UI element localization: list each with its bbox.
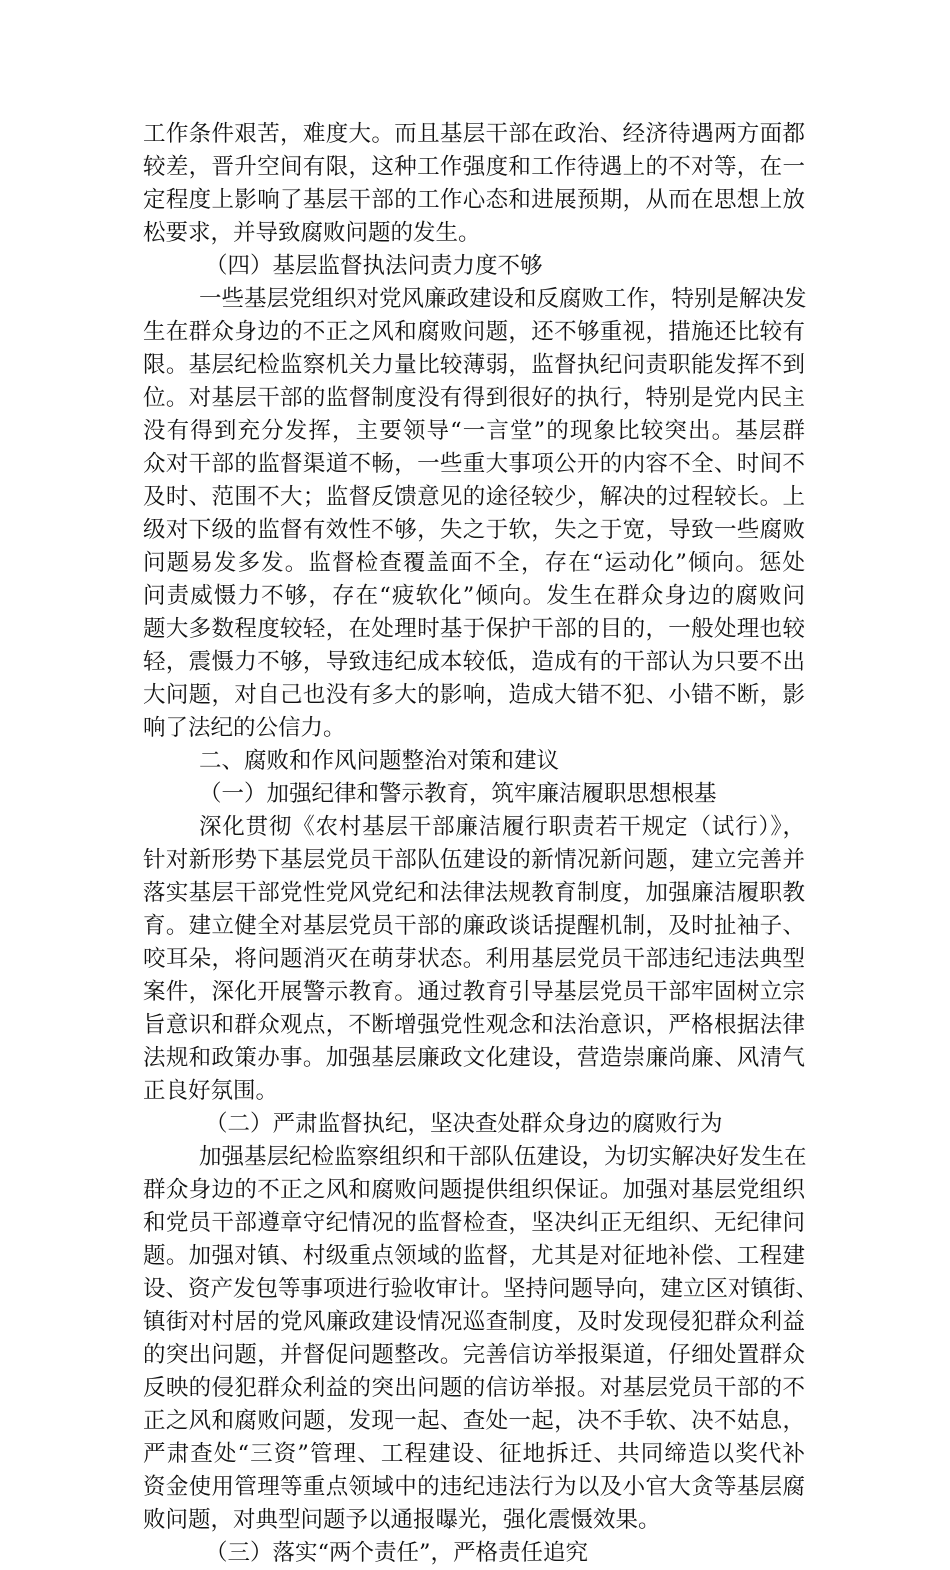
text-line: 反映的侵犯群众利益的突出问题的信访举报。对基层党员干部的不 (143, 1375, 805, 1401)
text-line: 严肃查处“三资”管理、工程建设、征地拆迁、共同缔造以奖代补 (143, 1441, 805, 1467)
text-line: 咬耳朵，将问题消灭在萌芽状态。利用基层党员干部违纪违法典型 (143, 946, 805, 972)
text-line: 落实基层干部党性党风党纪和法律法规教育制度，加强廉洁履职教 (143, 880, 805, 906)
text-line: 群众身边的不正之风和腐败问题提供组织保证。加强对基层党组织 (143, 1177, 805, 1203)
text-line: （一）加强纪律和警示教育，筑牢廉洁履职思想根基 (199, 781, 717, 807)
text-line: 位。对基层干部的监督制度没有得到很好的执行，特别是党内民主 (143, 385, 805, 411)
text-line: 设、资产发包等事项进行验收审计。坚持问题导向，建立区对镇街、 (143, 1276, 819, 1302)
text-line: 及时、范围不大；监督反馈意见的途径较少，解决的过程较长。上 (143, 484, 805, 510)
text-line: 题。加强对镇、村级重点领域的监督，尤其是对征地补偿、工程建 (143, 1243, 805, 1269)
text-line: 正之风和腐败问题，发现一起、查处一起，决不手软、决不姑息， (143, 1408, 805, 1434)
text-line: （三）落实“两个责任”，严格责任追究 (205, 1540, 589, 1566)
text-line: 定程度上影响了基层干部的工作心态和进展预期，从而在思想上放 (143, 187, 805, 213)
text-line: 工作条件艰苦，难度大。而且基层干部在政治、经济待遇两方面都 (143, 121, 805, 147)
text-line: 法规和政策办事。加强基层廉政文化建设，营造崇廉尚廉、风清气 (143, 1045, 805, 1071)
text-line: 大问题，对自己也没有多大的影响，造成大错不犯、小错不断，影 (143, 682, 805, 708)
text-line: 题大多数程度较轻，在处理时基于保护干部的目的，一般处理也较 (143, 616, 805, 642)
text-line: （二）严肃监督执纪，坚决查处群众身边的腐败行为 (205, 1111, 723, 1137)
text-line: 限。基层纪检监察机关力量比较薄弱，监督执纪问责职能发挥不到 (143, 352, 805, 378)
text-line: 众对干部的监督渠道不畅，一些重大事项公开的内容不全、时间不 (143, 451, 805, 477)
text-line: 案件，深化开展警示教育。通过教育引导基层党员干部牢固树立宗 (143, 979, 805, 1005)
text-line: 轻，震慑力不够，导致违纪成本较低，造成有的干部认为只要不出 (143, 649, 805, 675)
text-line: 深化贯彻《农村基层干部廉洁履行职责若干规定（试行）》， (199, 814, 805, 840)
text-line: 旨意识和群众观点，不断增强党性观念和法治意识，严格根据法律 (143, 1012, 805, 1038)
text-line: 生在群众身边的不正之风和腐败问题，还不够重视，措施还比较有 (143, 319, 805, 345)
text-line: 问责威慑力不够，存在“疲软化”倾向。发生在群众身边的腐败问 (143, 583, 805, 609)
text-line: 没有得到充分发挥，主要领导“一言堂”的现象比较突出。基层群 (143, 418, 805, 444)
text-line: 败问题，对典型问题予以通报曝光，强化震慑效果。 (143, 1507, 661, 1533)
text-line: 响了法纪的公信力。 (143, 715, 346, 741)
text-line: 正良好氛围。 (143, 1078, 279, 1104)
text-line: 针对新形势下基层党员干部队伍建设的新情况新问题，建立完善并 (143, 847, 805, 873)
text-line: 镇街对村居的党风廉政建设情况巡查制度，及时发现侵犯群众利益 (143, 1309, 805, 1335)
text-line: 问题易发多发。监督检查覆盖面不全，存在“运动化”倾向。惩处 (143, 550, 805, 576)
document-page (143, 118, 819, 1570)
text-line: 加强基层纪检监察组织和干部队伍建设，为切实解决好发生在 (199, 1144, 807, 1170)
text-line: 资金使用管理等重点领域中的违纪违法行为以及小官大贪等基层腐 (143, 1474, 805, 1500)
text-line: 的突出问题，并督促问题整改。完善信访举报渠道，仔细处置群众 (143, 1342, 805, 1368)
text-line: 松要求，并导致腐败问题的发生。 (143, 220, 481, 246)
text-line: 和党员干部遵章守纪情况的监督检查，坚决纠正无组织、无纪律问 (143, 1210, 805, 1236)
text-line: （四）基层监督执法问责力度不够 (205, 253, 543, 279)
text-line: 较差，晋升空间有限，这种工作强度和工作待遇上的不对等，在一 (143, 154, 805, 180)
text-line: 育。建立健全对基层党员干部的廉政谈话提醒机制，及时扯袖子、 (143, 913, 805, 939)
text-line: 级对下级的监督有效性不够，失之于软，失之于宽，导致一些腐败 (143, 517, 805, 543)
text-line: 一些基层党组织对党风廉政建设和反腐败工作，特别是解决发 (199, 286, 807, 312)
text-line: 二、腐败和作风问题整治对策和建议 (199, 748, 560, 774)
